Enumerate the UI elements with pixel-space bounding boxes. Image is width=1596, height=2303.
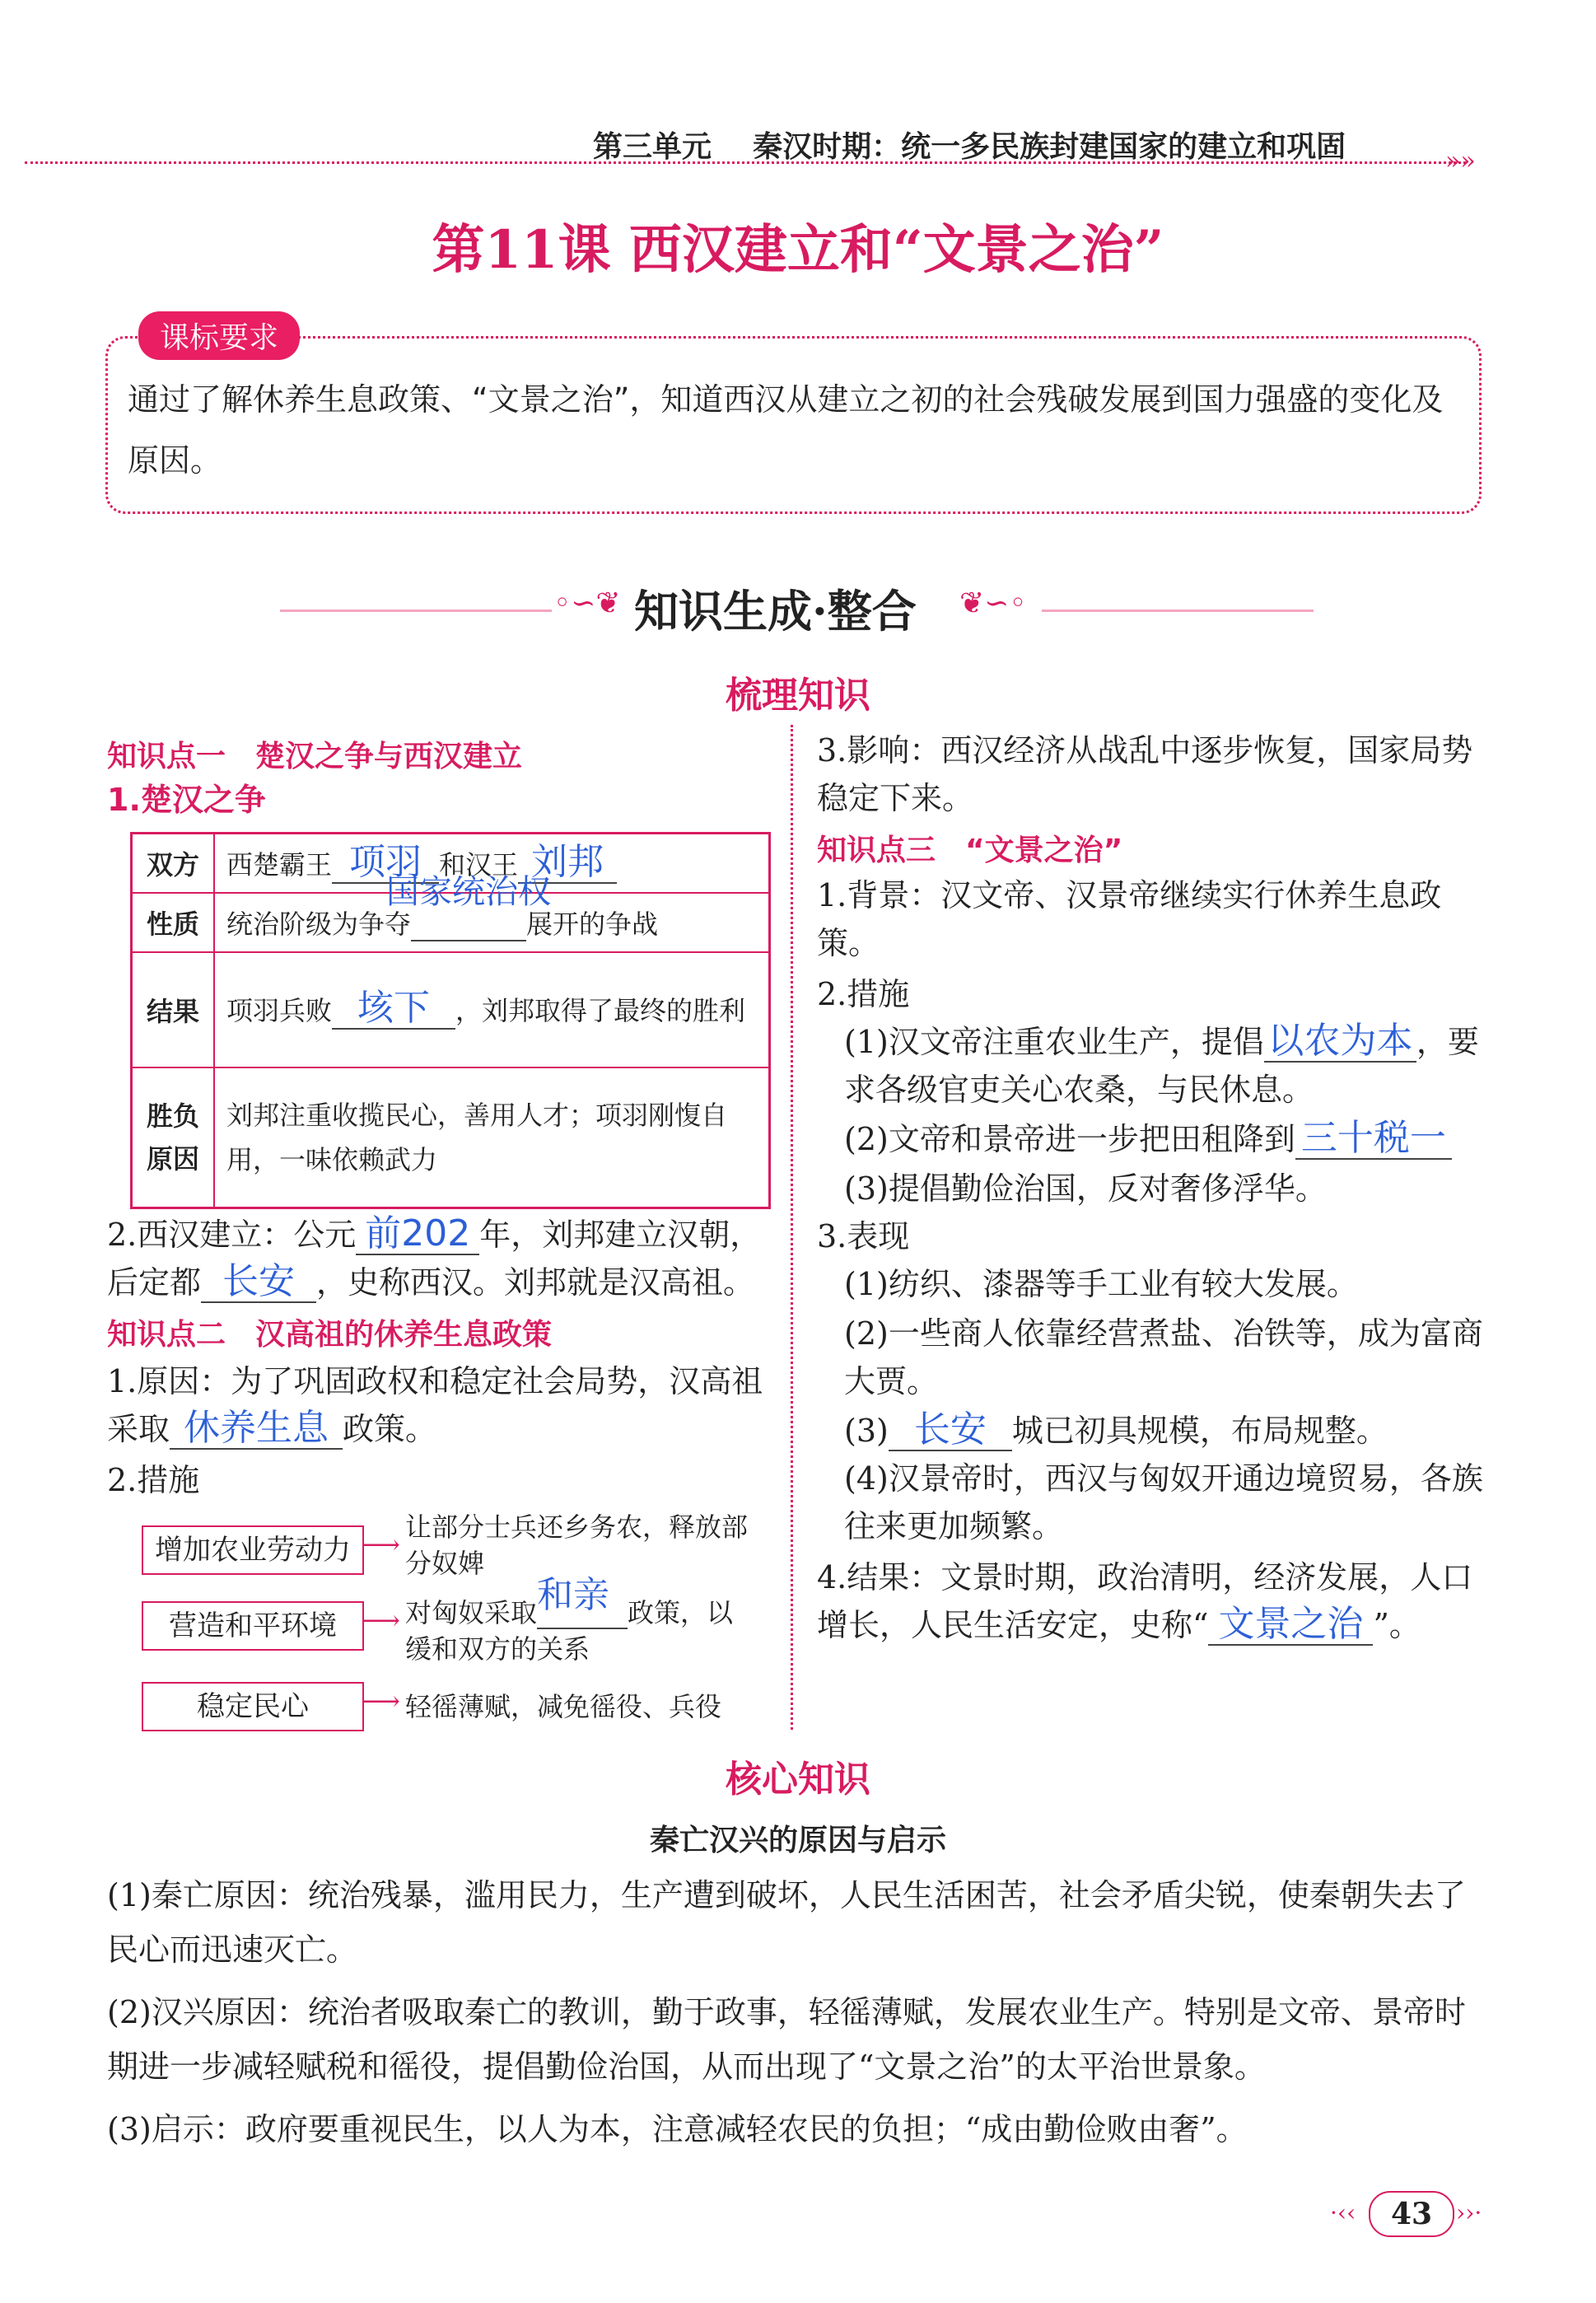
table-head: 双方 (132, 834, 215, 894)
kp1-title: 知识点一 楚汉之争与西汉建立 (107, 740, 523, 773)
measure-desc: 让部分士兵还乡务农，释放部分奴婢 (405, 1511, 749, 1579)
table-row (132, 952, 770, 1067)
core-title: 秦亡汉兴的原因与启示 (649, 1824, 946, 1857)
kp3-p2: (2)一些商人依靠经营煮盐、冶铁等，成为富商大贾。 (844, 1315, 1483, 1399)
text: ，要求各级官吏关心农桑，与民休息。 (844, 1024, 1479, 1108)
requirements-text: 通过了解休养生息政策、“文景之治”，知道西汉从建立之初的社会残破发展到国力强盛的变化及原因。 (128, 381, 1444, 479)
page-number: 43 (1369, 2191, 1454, 2237)
subsection-sort-knowledge: 梳理知识 (726, 675, 870, 717)
measure-box: 营造和平环境 (142, 1601, 364, 1651)
table-head: 胜负原因 (132, 1067, 215, 1208)
text: ，史称西汉。刘邦就是汉高祖。 (316, 1264, 755, 1301)
text: (2)文帝和景帝进一步把田租降到 (844, 1121, 1295, 1157)
table-cell: 刘邦注重收揽民心，善用人才；项羽刚愎自用，一味依赖武力 (214, 1067, 770, 1208)
answer-blank: 长安 (889, 1410, 1012, 1451)
kp3-bg: 1.背景：汉文帝、汉景帝继续实行休养生息政策。 (817, 877, 1442, 961)
answer-text: 和亲 (537, 1574, 610, 1616)
kp1-item2 (107, 1211, 782, 1306)
kp3-perf: 3.表现 (817, 1218, 910, 1254)
text: 政策。 (343, 1411, 437, 1447)
answer-blank: 刘邦 (518, 843, 617, 884)
core-p1: (1)秦亡原因：统治残暴，滥用民力，生产遭到破坏，人民生活困苦，社会矛盾尖锐，使秦朝失去了民心而迅速灭亡。 (107, 1877, 1466, 1968)
kp3-p1: (1)纺织、漆器等手工业有较大发展。 (844, 1266, 1358, 1302)
text: (3) (844, 1413, 889, 1449)
cell-text: ，刘邦取得了最终的胜利 (455, 994, 746, 1026)
kp3-p4: (4)汉景帝时，西汉与匈奴开通边境贸易，各族往来更加频繁。 (844, 1460, 1483, 1544)
banner-line-right (1042, 610, 1314, 612)
table-row (132, 893, 770, 952)
answer-blank: 垓下 (332, 988, 455, 1030)
header-arrows-icon: »» (1445, 147, 1476, 175)
text: 对匈奴采取 (405, 1597, 538, 1628)
arrow-icon: ⟶ (362, 1529, 400, 1560)
kp3-measures: 2.措施 (817, 976, 910, 1012)
chu-han-table (130, 832, 771, 1209)
core-p2: (2)汉兴原因：统治者吸取秦亡的教训，勤于政事，轻徭薄赋，发展农业生产。特别是文帝、景帝时期进一步减轻赋税和徭役，提倡勤俭治国，从而出现了“文景之治”的太平治世景象。 (107, 1994, 1466, 2085)
kp3-m3: (3)提倡勤俭治国，反对奢侈浮华。 (844, 1170, 1327, 1207)
text: 1.原因：为了巩固政权和稳定社会局势，汉高祖采取 (107, 1363, 763, 1447)
answer-blank: 以农为本 (1264, 1021, 1416, 1063)
arrow-icon: ⟶ (362, 1685, 400, 1717)
measure-box: 增加农业劳动力 (142, 1525, 364, 1575)
cell-text: 项羽兵败 (226, 994, 333, 1026)
answer-blank: 三十税一 (1295, 1119, 1452, 1160)
running-header (593, 124, 1346, 166)
core-p3: (3)启示：政府要重视民生，以人为本，注意减轻农民的负担；“成由勤俭败由奢”。 (107, 2111, 1248, 2147)
text: 城已初具规模，布局规整。 (1011, 1413, 1388, 1449)
answer-blank: 前202 (356, 1214, 479, 1255)
kp3-result (817, 1553, 1484, 1649)
banner-line-left (280, 610, 552, 612)
measure-box: 稳定民心 (142, 1682, 364, 1731)
answer-blank: 长安 (201, 1262, 316, 1303)
text: 4.结果：文景时期，政治清明，经济发展，人口增长，人民生活安定，史称“ (817, 1559, 1473, 1643)
column-divider (791, 725, 793, 1730)
subsection-core-knowledge: 核心知识 (726, 1759, 870, 1801)
measure-desc (405, 1574, 751, 1667)
header-divider (25, 161, 1466, 164)
answer-blank (537, 1574, 628, 1629)
text: 政策，以缓和双方的关系 (405, 1597, 734, 1665)
arrow-icon: ⟶ (362, 1605, 400, 1636)
text: 年，刘邦建立汉朝，后定都 (107, 1217, 762, 1301)
table-head: 性质 (132, 893, 215, 952)
text: 2.西汉建立：公元 (107, 1217, 357, 1253)
kp3-p3 (844, 1407, 1388, 1455)
kp3-m2 (844, 1115, 1495, 1163)
table-cell (214, 873, 770, 952)
answer-blank: 休养生息 (170, 1408, 343, 1450)
lesson-title: 第11课 西汉建立和“文景之治” (432, 219, 1164, 281)
banner-swirl-left-icon: ◦∽❦ (553, 586, 621, 620)
answer-text: 国家统治权 (386, 873, 552, 912)
kp3-title: 知识点三 “文景之治” (817, 834, 1123, 867)
kp2-item2: 2.措施 (107, 1462, 200, 1498)
cell-text: 统治阶级为争夺 (226, 909, 412, 941)
answer-blank: 文景之治 (1208, 1605, 1373, 1646)
cell-text: 西楚霸王 (226, 849, 333, 881)
page-deco-left-icon: ·‹‹ (1330, 2199, 1356, 2226)
table-row (132, 1067, 770, 1208)
kp3-m1 (844, 1018, 1486, 1114)
section-banner: 知识生成·整合 (634, 585, 917, 638)
cell-text: 展开的争战 (526, 909, 659, 941)
banner-swirl-right-icon: ❦∽◦ (959, 586, 1027, 620)
unit-title: 秦汉时期：统一多民族封建国家的建立和巩固 (753, 130, 1346, 164)
table-head: 结果 (132, 952, 215, 1067)
kp1-item1 (107, 776, 266, 824)
text: ”。 (1373, 1607, 1421, 1643)
unit-label: 第三单元 (593, 130, 712, 164)
kp1-item1-text: 1.楚汉之争 (107, 782, 266, 818)
kp2-item3: 3.影响：西汉经济从战乱中逐步恢复，国家局势稳定下来。 (817, 732, 1473, 816)
requirements-label: 课标要求 (138, 311, 300, 360)
answer-blank: 项羽 (332, 843, 439, 884)
measure-desc: 轻徭薄赋，减免徭役、兵役 (405, 1691, 722, 1722)
answer-blank (386, 873, 552, 941)
kp2-title: 知识点二 汉高祖的休养生息政策 (107, 1318, 553, 1352)
cell-text: 和汉王 (439, 849, 519, 881)
kp2-item1 (107, 1357, 782, 1453)
table-cell (214, 952, 770, 1067)
page-deco-right-icon: ››· (1456, 2199, 1482, 2226)
text: (1)汉文帝注重农业生产，提倡 (844, 1024, 1264, 1060)
